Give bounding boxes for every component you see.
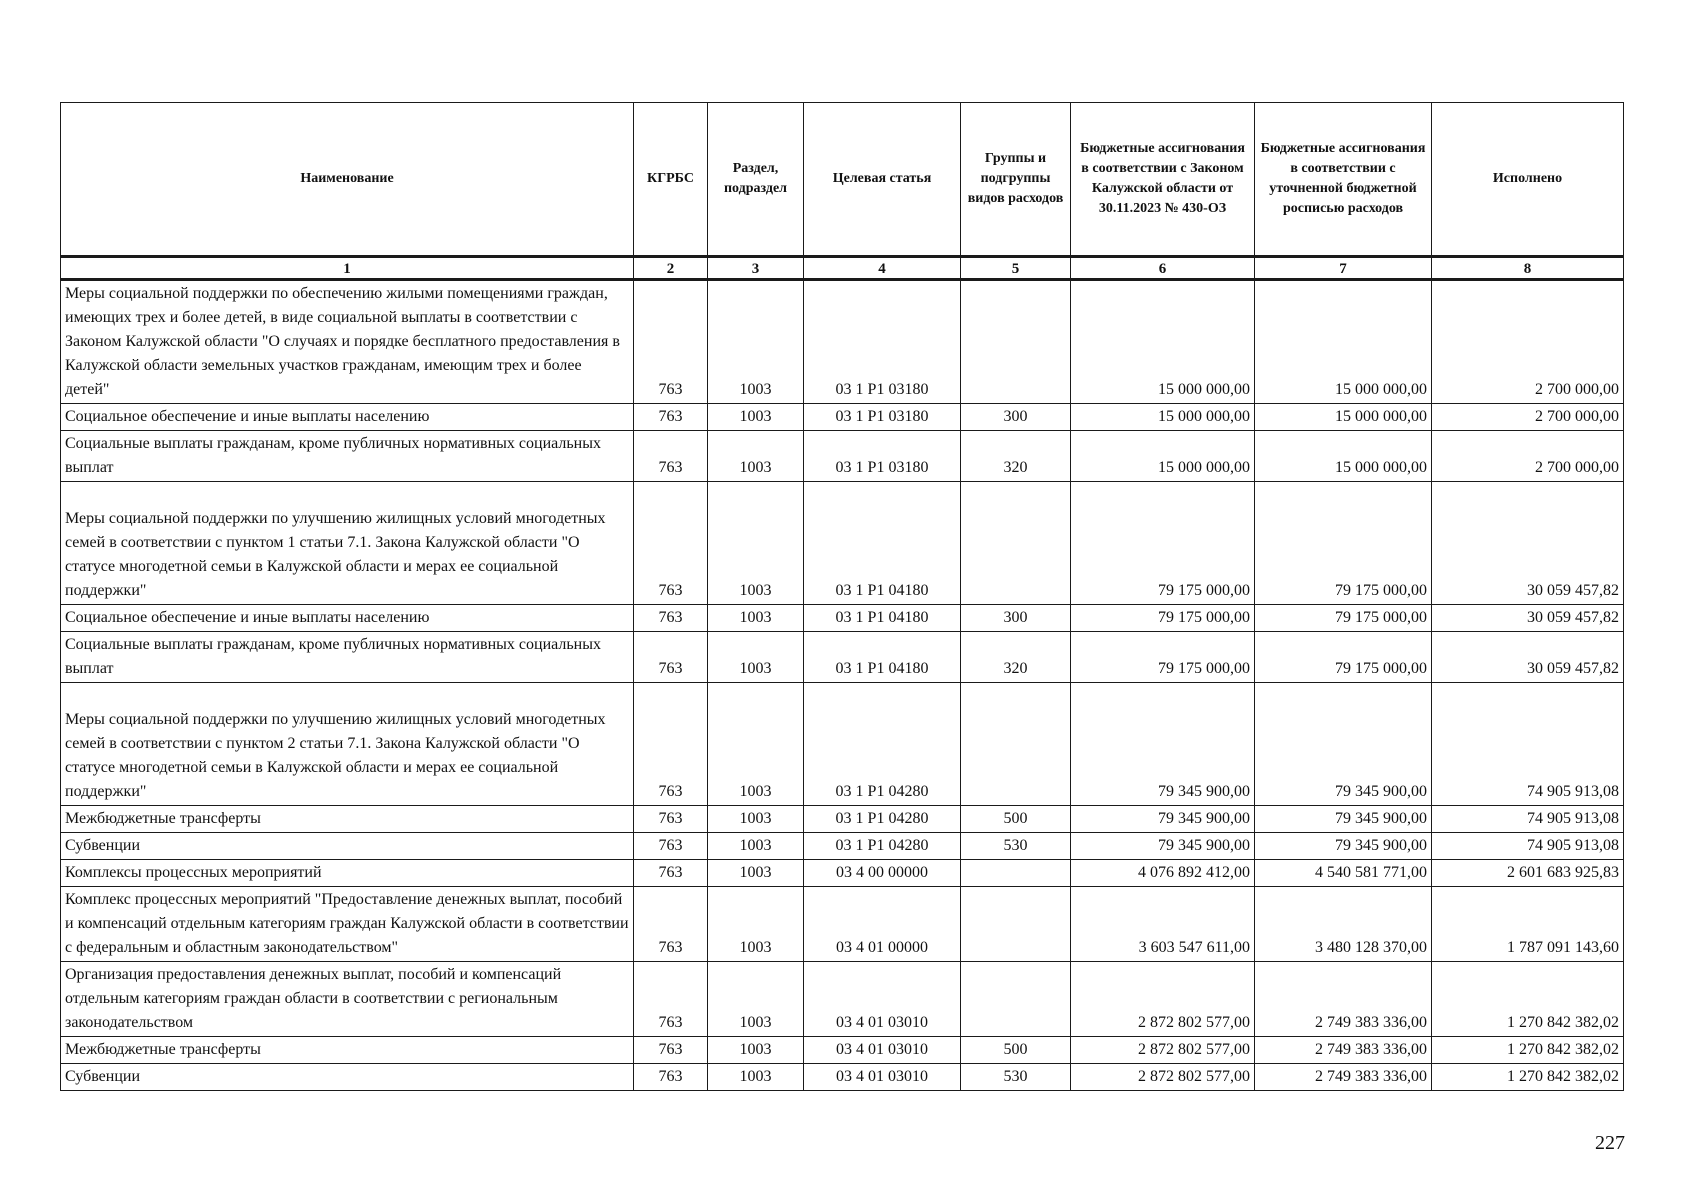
row-kgrbs: 763 [634,605,708,632]
row-target-article: 03 1 Р1 03180 [804,431,961,482]
table-row [61,280,1624,404]
row-section: 1003 [708,632,804,683]
row-kgrbs: 763 [634,431,708,482]
row-target-article: 03 4 01 03010 [804,962,961,1037]
table-row [61,833,1624,860]
row-section: 1003 [708,605,804,632]
row-refined-amount: 79 175 000,00 [1255,632,1432,683]
row-section: 1003 [708,404,804,431]
header-law-allocations: Бюджетные ассигнования в соответствии с Законом Калужской области от 30.11.2023 № 430-ОЗ [1071,103,1255,257]
row-section: 1003 [708,431,804,482]
column-number: 4 [804,257,961,280]
row-expense-group [961,860,1071,887]
table-row [61,860,1624,887]
page-number: 227 [1595,1132,1625,1154]
row-executed-amount: 30 059 457,82 [1432,605,1624,632]
row-refined-amount: 15 000 000,00 [1255,404,1432,431]
column-number: 7 [1255,257,1432,280]
row-target-article: 03 1 Р1 04280 [804,683,961,806]
row-refined-amount: 3 480 128 370,00 [1255,887,1432,962]
row-kgrbs: 763 [634,482,708,605]
row-section: 1003 [708,860,804,887]
row-law-amount: 15 000 000,00 [1071,404,1255,431]
row-name: Социальное обеспечение и иные выплаты населению [61,605,634,632]
header-kgrbs: КГРБС [634,103,708,257]
row-target-article: 03 1 Р1 04180 [804,632,961,683]
row-section: 1003 [708,482,804,605]
table-row [61,806,1624,833]
row-name: Межбюджетные трансферты [61,806,634,833]
row-expense-group: 320 [961,632,1071,683]
row-law-amount: 4 076 892 412,00 [1071,860,1255,887]
column-number-row [61,257,1624,280]
row-target-article: 03 1 Р1 03180 [804,280,961,404]
row-kgrbs: 763 [634,1037,708,1064]
row-kgrbs: 763 [634,887,708,962]
row-name: Субвенции [61,1064,634,1091]
row-target-article: 03 4 00 00000 [804,860,961,887]
row-law-amount: 79 345 900,00 [1071,683,1255,806]
row-refined-amount: 15 000 000,00 [1255,431,1432,482]
budget-sheet [60,102,1623,1091]
row-target-article: 03 1 Р1 04180 [804,482,961,605]
table-row [61,683,1624,806]
row-executed-amount: 2 700 000,00 [1432,404,1624,431]
row-kgrbs: 763 [634,833,708,860]
row-expense-group [961,280,1071,404]
row-kgrbs: 763 [634,806,708,833]
row-executed-amount: 74 905 913,08 [1432,683,1624,806]
row-law-amount: 2 872 802 577,00 [1071,1037,1255,1064]
row-target-article: 03 1 Р1 04180 [804,605,961,632]
row-law-amount: 79 345 900,00 [1071,833,1255,860]
header-expense-groups: Группы и подгруппы видов расходов [961,103,1071,257]
row-section: 1003 [708,833,804,860]
table-row [61,887,1624,962]
row-name: Социальные выплаты гражданам, кроме публичных нормативных социальных выплат [61,632,634,683]
row-expense-group: 530 [961,1064,1071,1091]
header-row [61,103,1624,257]
table-row [61,404,1624,431]
row-refined-amount: 79 175 000,00 [1255,605,1432,632]
row-expense-group [961,482,1071,605]
row-kgrbs: 763 [634,962,708,1037]
table-row [61,605,1624,632]
row-target-article: 03 1 Р1 04280 [804,806,961,833]
column-number: 1 [61,257,634,280]
row-law-amount: 3 603 547 611,00 [1071,887,1255,962]
row-target-article: 03 4 01 03010 [804,1037,961,1064]
row-executed-amount: 2 700 000,00 [1432,431,1624,482]
row-law-amount: 79 175 000,00 [1071,482,1255,605]
row-refined-amount: 2 749 383 336,00 [1255,1064,1432,1091]
row-section: 1003 [708,806,804,833]
row-name: Субвенции [61,833,634,860]
row-name: Меры социальной поддержки по обеспечению жилыми помещениями граждан, имеющих трех и более детей, в виде социальной выплаты в соответствии с Законом Калужской области "О случаях и порядке бесплатного предоставления в Калужской области земельных участков гражданам, имеющим трех и более детей" [61,280,634,404]
row-expense-group: 530 [961,833,1071,860]
row-kgrbs: 763 [634,1064,708,1091]
column-number: 2 [634,257,708,280]
row-name: Меры социальной поддержки по улучшению жилищных условий многодетных семей в соответствии с пунктом 2 статьи 7.1. Закона Калужской области "О статусе многодетной семьи в Калужской области и мерах ее социальной поддержки" [61,683,634,806]
row-target-article: 03 4 01 03010 [804,1064,961,1091]
row-name: Комплекс процессных мероприятий "Предоставление денежных выплат, пособий и компенсаций отдельным категориям граждан Калужской области в соответствии с федеральным и областным законодательством" [61,887,634,962]
table-row [61,962,1624,1037]
column-number: 5 [961,257,1071,280]
column-number: 8 [1432,257,1624,280]
table-row [61,1064,1624,1091]
row-law-amount: 79 175 000,00 [1071,605,1255,632]
column-number: 3 [708,257,804,280]
row-target-article: 03 4 01 00000 [804,887,961,962]
row-name: Социальное обеспечение и иные выплаты населению [61,404,634,431]
row-kgrbs: 763 [634,280,708,404]
row-section: 1003 [708,280,804,404]
row-expense-group [961,887,1071,962]
header-section: Раздел, подраздел [708,103,804,257]
row-section: 1003 [708,1064,804,1091]
row-expense-group: 300 [961,605,1071,632]
row-law-amount: 2 872 802 577,00 [1071,1064,1255,1091]
row-executed-amount: 1 270 842 382,02 [1432,1037,1624,1064]
table-row [61,431,1624,482]
row-law-amount: 2 872 802 577,00 [1071,962,1255,1037]
row-section: 1003 [708,887,804,962]
row-executed-amount: 74 905 913,08 [1432,806,1624,833]
row-kgrbs: 763 [634,632,708,683]
row-name: Меры социальной поддержки по улучшению жилищных условий многодетных семей в соответствии с пунктом 1 статьи 7.1. Закона Калужской области "О статусе многодетной семьи в Калужской области и мерах ее социальной поддержки" [61,482,634,605]
row-refined-amount: 79 345 900,00 [1255,833,1432,860]
row-executed-amount: 30 059 457,82 [1432,632,1624,683]
row-refined-amount: 79 345 900,00 [1255,683,1432,806]
row-name: Межбюджетные трансферты [61,1037,634,1064]
header-target-article: Целевая статья [804,103,961,257]
table-row [61,1037,1624,1064]
row-kgrbs: 763 [634,404,708,431]
header-refined-allocations: Бюджетные ассигнования в соответствии с уточненной бюджетной росписью расходов [1255,103,1432,257]
row-executed-amount: 30 059 457,82 [1432,482,1624,605]
row-expense-group [961,962,1071,1037]
row-law-amount: 15 000 000,00 [1071,431,1255,482]
row-expense-group: 500 [961,1037,1071,1064]
table-row [61,482,1624,605]
row-name: Комплексы процессных мероприятий [61,860,634,887]
row-law-amount: 15 000 000,00 [1071,280,1255,404]
row-refined-amount: 4 540 581 771,00 [1255,860,1432,887]
row-law-amount: 79 175 000,00 [1071,632,1255,683]
table-row [61,632,1624,683]
budget-table [60,102,1624,1091]
row-section: 1003 [708,1037,804,1064]
row-executed-amount: 74 905 913,08 [1432,833,1624,860]
row-refined-amount: 79 175 000,00 [1255,482,1432,605]
row-name: Социальные выплаты гражданам, кроме публичных нормативных социальных выплат [61,431,634,482]
header-executed: Исполнено [1432,103,1624,257]
row-target-article: 03 1 Р1 04280 [804,833,961,860]
row-expense-group [961,683,1071,806]
row-refined-amount: 2 749 383 336,00 [1255,962,1432,1037]
row-kgrbs: 763 [634,683,708,806]
row-expense-group: 500 [961,806,1071,833]
row-kgrbs: 763 [634,860,708,887]
row-refined-amount: 2 749 383 336,00 [1255,1037,1432,1064]
row-section: 1003 [708,962,804,1037]
row-section: 1003 [708,683,804,806]
row-name: Организация предоставления денежных выплат, пособий и компенсаций отдельным категориям граждан области в соответствии с региональным законодательством [61,962,634,1037]
row-expense-group: 300 [961,404,1071,431]
row-executed-amount: 2 601 683 925,83 [1432,860,1624,887]
row-executed-amount: 1 270 842 382,02 [1432,1064,1624,1091]
row-target-article: 03 1 Р1 03180 [804,404,961,431]
column-number: 6 [1071,257,1255,280]
row-expense-group: 320 [961,431,1071,482]
row-law-amount: 79 345 900,00 [1071,806,1255,833]
row-executed-amount: 2 700 000,00 [1432,280,1624,404]
row-refined-amount: 15 000 000,00 [1255,280,1432,404]
row-refined-amount: 79 345 900,00 [1255,806,1432,833]
header-name: Наименование [61,103,634,257]
row-executed-amount: 1 270 842 382,02 [1432,962,1624,1037]
row-executed-amount: 1 787 091 143,60 [1432,887,1624,962]
